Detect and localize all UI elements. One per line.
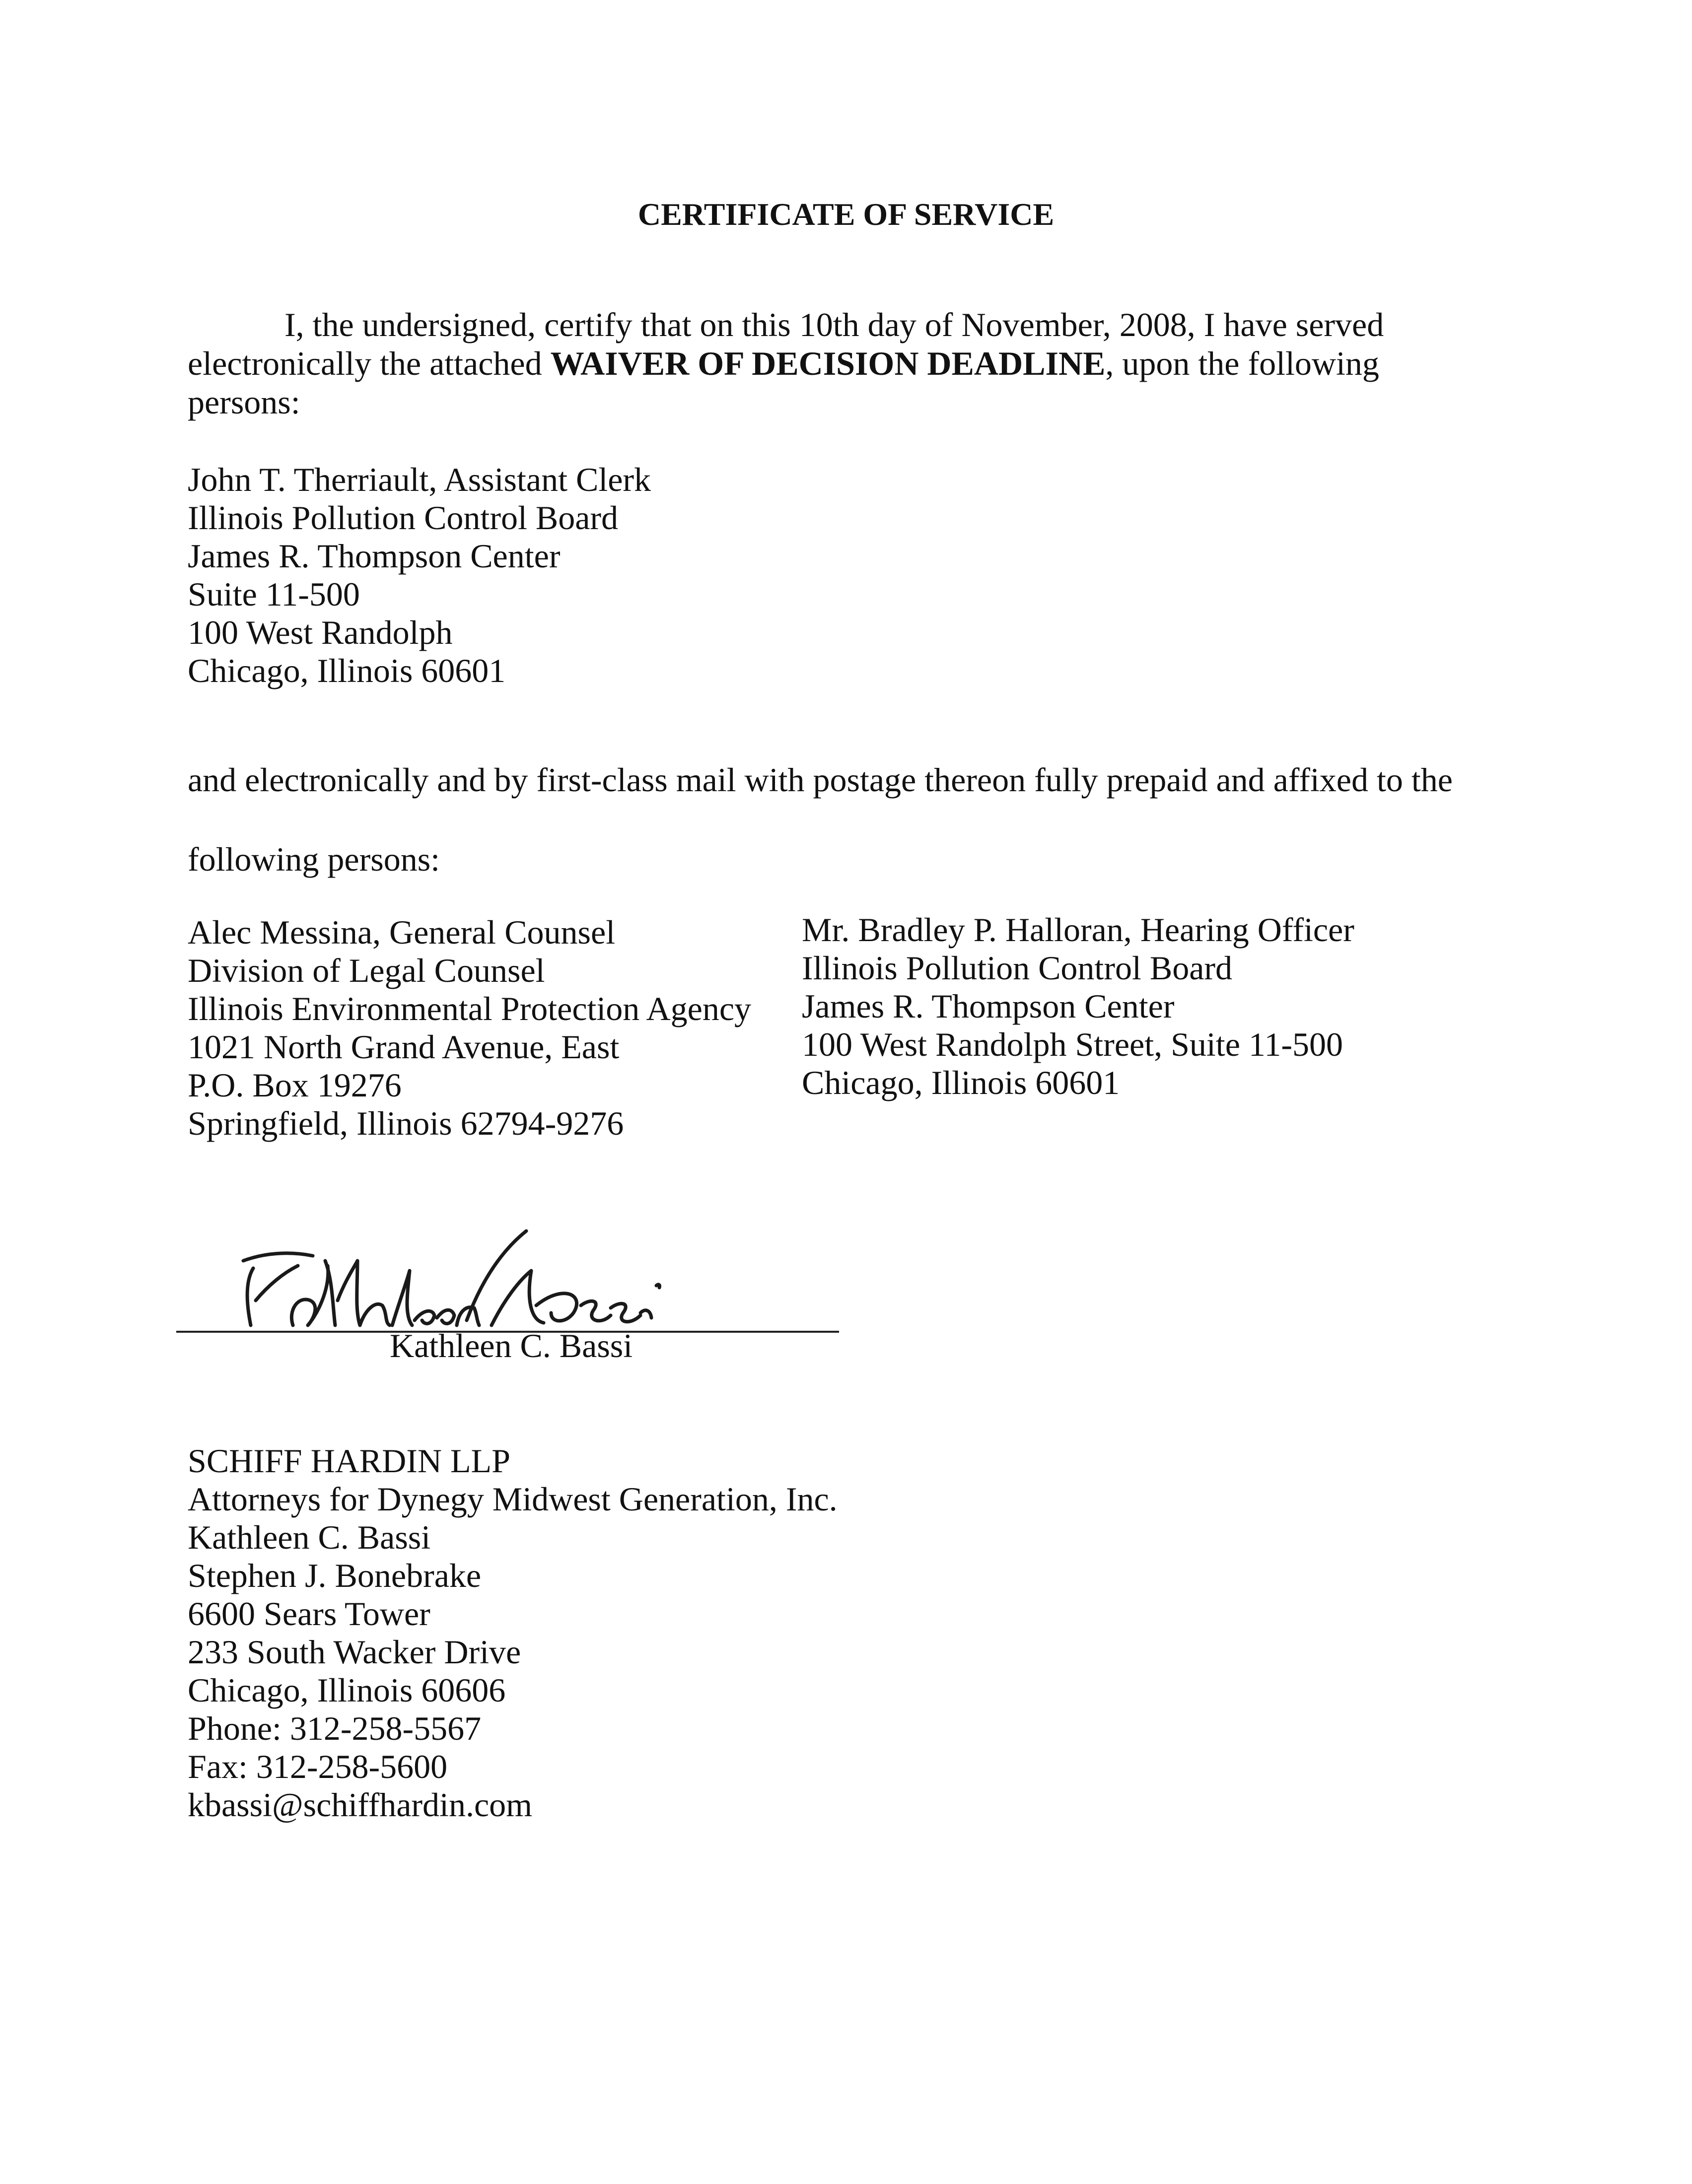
address-line: P.O. Box 19276 <box>188 1066 402 1104</box>
address-line: 100 West Randolph <box>188 614 453 651</box>
certification-line-2: electronically the attached WAIVER OF DECISION DEADLINE, upon the following <box>188 344 1379 382</box>
address-line: Springfield, Illinois 62794-9276 <box>188 1104 624 1142</box>
firm-signature-block <box>188 1442 838 1824</box>
firm-email: kbassi@schiffhardin.com <box>188 1786 533 1824</box>
mail-statement-line-1: and electronically and by first-class mail with postage thereon fully prepaid and affixed to the <box>188 761 1453 799</box>
address-line: James R. Thompson Center <box>802 987 1175 1025</box>
certification-paragraph <box>188 305 1384 421</box>
address-line: John T. Therriault, Assistant Clerk <box>188 461 651 498</box>
firm-line: Chicago, Illinois 60606 <box>188 1671 506 1709</box>
address-line: Suite 11-500 <box>188 575 360 613</box>
address-line: Chicago, Illinois 60601 <box>188 652 506 689</box>
firm-line: SCHIFF HARDIN LLP <box>188 1442 510 1480</box>
certification-line-1: I, the undersigned, certify that on this 10th day of November, 2008, I have served <box>284 306 1384 343</box>
firm-line: Stephen J. Bonebrake <box>188 1557 482 1594</box>
mail-recipient-address-left <box>188 913 751 1143</box>
document-title: CERTIFICATE OF SERVICE <box>637 197 1055 232</box>
mail-statement-line-2: following persons: <box>188 840 440 878</box>
mail-recipient-address-right <box>802 911 1354 1102</box>
firm-line: Phone: 312-258-5567 <box>188 1709 482 1747</box>
signer-name: Kathleen C. Bassi <box>390 1327 633 1365</box>
address-line: Illinois Pollution Control Board <box>188 499 619 537</box>
address-line: 1021 North Grand Avenue, East <box>188 1028 620 1066</box>
address-line: Division of Legal Counsel <box>188 952 545 989</box>
address-line: Illinois Pollution Control Board <box>802 949 1233 987</box>
electronic-recipient-address <box>188 461 651 690</box>
address-line: Alec Messina, General Counsel <box>188 913 616 951</box>
certification-line-3: persons: <box>188 383 300 421</box>
address-line: 100 West Randolph Street, Suite 11-500 <box>802 1025 1343 1063</box>
address-line: Mr. Bradley P. Halloran, Hearing Officer <box>802 911 1354 949</box>
firm-line: Fax: 312-258-5600 <box>188 1748 448 1785</box>
address-line: Illinois Environmental Protection Agency <box>188 990 752 1027</box>
firm-line: 233 South Wacker Drive <box>188 1633 521 1671</box>
address-line: James R. Thompson Center <box>188 537 561 575</box>
firm-line: Kathleen C. Bassi <box>188 1518 431 1556</box>
address-line: Chicago, Illinois 60601 <box>802 1064 1120 1101</box>
firm-line: 6600 Sears Tower <box>188 1595 430 1633</box>
firm-line: Attorneys for Dynegy Midwest Generation, Inc. <box>188 1480 838 1518</box>
document-name: WAIVER OF DECISION DEADLINE <box>550 344 1106 382</box>
